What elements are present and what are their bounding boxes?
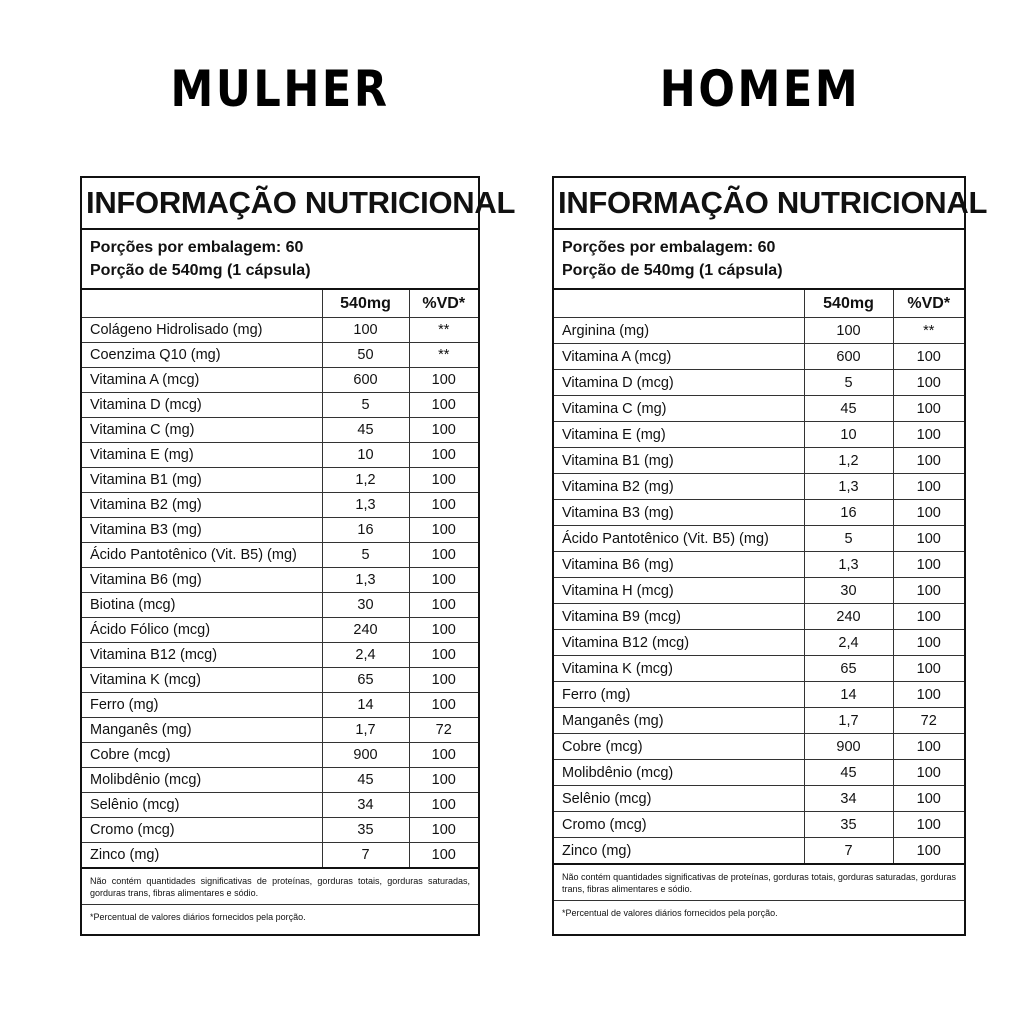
nutrient-vd: 100: [409, 793, 478, 818]
nutrient-row: [82, 668, 478, 693]
nutrient-name: Cromo (mcg): [554, 812, 804, 838]
nutrient-name: Ácido Fólico (mcg): [82, 618, 322, 643]
nutrient-row: [82, 618, 478, 643]
nutrient-vd: 100: [409, 368, 478, 393]
nutrient-amount: 5: [322, 543, 409, 568]
nutrient-name: Vitamina E (mg): [82, 443, 322, 468]
nutrient-row: [82, 468, 478, 493]
nutrient-row: [82, 693, 478, 718]
nutrient-row: [554, 318, 964, 344]
nutrient-vd: 100: [893, 448, 964, 474]
nutrient-amount: 30: [322, 593, 409, 618]
nutrient-name: Vitamina A (mcg): [554, 344, 804, 370]
nutrient-row: [82, 493, 478, 518]
nutrient-vd: 100: [409, 668, 478, 693]
nutrient-amount: 600: [804, 344, 893, 370]
table-header-row: [82, 290, 478, 318]
heading-homem: HOMEM: [659, 60, 861, 118]
nutrient-vd: **: [409, 318, 478, 343]
nutrient-vd: 72: [409, 718, 478, 743]
nutrient-row: [554, 812, 964, 838]
nutrient-vd: 100: [893, 552, 964, 578]
nutrient-row: [554, 370, 964, 396]
label-title: INFORMAÇÃO NUTRICIONAL: [554, 178, 964, 230]
nutrient-row: [554, 422, 964, 448]
nutrient-name: Vitamina B3 (mg): [82, 518, 322, 543]
nutrient-name: Vitamina B6 (mg): [82, 568, 322, 593]
nutrient-row: [554, 552, 964, 578]
nutrient-amount: 14: [804, 682, 893, 708]
nutrient-name: Vitamina B9 (mcg): [554, 604, 804, 630]
nutrient-vd: 100: [893, 604, 964, 630]
nutrient-name: Colágeno Hidrolisado (mg): [82, 318, 322, 343]
label-footnote: *Percentual de valores diários fornecidos pela porção.: [90, 912, 306, 922]
nutrient-name: Vitamina K (mcg): [82, 668, 322, 693]
nutrient-row: [554, 474, 964, 500]
label-footnote: *Percentual de valores diários fornecidos pela porção.: [562, 908, 778, 918]
nutrient-row: [554, 344, 964, 370]
nutrient-amount: 1,3: [804, 474, 893, 500]
nutrient-name: Ferro (mg): [554, 682, 804, 708]
nutrient-amount: 1,3: [804, 552, 893, 578]
nutrient-row: [554, 786, 964, 812]
nutrient-name: Biotina (mcg): [82, 593, 322, 618]
nutrition-table: [82, 290, 478, 869]
nutrient-name: Vitamina E (mg): [554, 422, 804, 448]
nutrient-row: [82, 818, 478, 843]
nutrient-amount: 7: [322, 843, 409, 869]
nutrient-amount: 35: [322, 818, 409, 843]
nutrient-amount: 14: [322, 693, 409, 718]
nutrient-name: Vitamina C (mg): [82, 418, 322, 443]
nutrient-amount: 65: [322, 668, 409, 693]
label-note: Não contém quantidades significativas de proteínas, gorduras totais, gorduras saturadas, gorduras trans, fibras alimentares e sódio.: [554, 865, 964, 901]
nutrient-vd: 100: [409, 693, 478, 718]
nutrient-row: [82, 768, 478, 793]
nutrient-amount: 1,2: [322, 468, 409, 493]
nutrient-amount: 2,4: [322, 643, 409, 668]
header-vd: %VD*: [893, 290, 964, 318]
nutrient-vd: 100: [893, 734, 964, 760]
label-note: Não contém quantidades significativas de proteínas, gorduras totais, gorduras saturadas, gorduras trans, fibras alimentares e sódio.: [82, 869, 478, 905]
nutrient-name: Selênio (mcg): [82, 793, 322, 818]
table-header-row: [554, 290, 964, 318]
nutrient-amount: 16: [804, 500, 893, 526]
nutrient-row: [82, 568, 478, 593]
nutrient-amount: 5: [322, 393, 409, 418]
nutrient-vd: 100: [893, 760, 964, 786]
nutrient-name: Cobre (mcg): [82, 743, 322, 768]
nutrient-name: Zinco (mg): [554, 838, 804, 865]
nutrient-name: Ácido Pantotênico (Vit. B5) (mg): [554, 526, 804, 552]
nutrient-amount: 7: [804, 838, 893, 865]
nutrient-vd: 100: [409, 743, 478, 768]
nutrient-amount: 5: [804, 526, 893, 552]
nutrient-amount: 5: [804, 370, 893, 396]
nutrient-vd: 100: [409, 768, 478, 793]
nutrient-amount: 600: [322, 368, 409, 393]
label-title: INFORMAÇÃO NUTRICIONAL: [82, 178, 478, 230]
nutrient-vd: 100: [893, 578, 964, 604]
nutrient-name: Ferro (mg): [82, 693, 322, 718]
nutrient-name: Vitamina B12 (mcg): [554, 630, 804, 656]
nutrient-vd: 100: [409, 443, 478, 468]
nutrient-vd: 100: [893, 344, 964, 370]
nutrient-row: [554, 604, 964, 630]
nutrient-amount: 45: [322, 418, 409, 443]
serving-size: Porção de 540mg (1 cápsula): [90, 262, 311, 279]
nutrient-vd: 100: [893, 422, 964, 448]
nutrient-row: [554, 656, 964, 682]
nutrient-row: [554, 500, 964, 526]
nutrient-row: [82, 793, 478, 818]
nutrient-name: Vitamina B12 (mcg): [82, 643, 322, 668]
nutrient-vd: 100: [893, 370, 964, 396]
nutrient-row: [82, 843, 478, 869]
nutrient-row: [554, 682, 964, 708]
serving-info: [82, 230, 478, 290]
nutrient-vd: 100: [893, 526, 964, 552]
nutrient-row: [82, 318, 478, 343]
nutrient-name: Manganês (mg): [82, 718, 322, 743]
serving-info: [554, 230, 964, 290]
nutrient-amount: 900: [804, 734, 893, 760]
nutrition-label-mulher: [80, 176, 516, 936]
nutrient-name: Vitamina B1 (mg): [82, 468, 322, 493]
nutrient-amount: 240: [804, 604, 893, 630]
nutrient-row: [82, 368, 478, 393]
nutrient-vd: 100: [893, 396, 964, 422]
nutrient-amount: 1,2: [804, 448, 893, 474]
nutrient-vd: **: [409, 343, 478, 368]
header-vd: %VD*: [409, 290, 478, 318]
nutrient-amount: 35: [804, 812, 893, 838]
nutrient-name: Vitamina B1 (mg): [554, 448, 804, 474]
nutrient-amount: 100: [322, 318, 409, 343]
nutrient-name: Selênio (mcg): [554, 786, 804, 812]
nutrient-amount: 1,3: [322, 493, 409, 518]
header-amount: 540mg: [322, 290, 409, 318]
nutrient-name: Cobre (mcg): [554, 734, 804, 760]
nutrient-vd: 100: [409, 543, 478, 568]
nutrient-vd: 100: [409, 518, 478, 543]
nutrient-vd: 100: [409, 568, 478, 593]
nutrient-row: [82, 443, 478, 468]
header-nutrient: [554, 290, 804, 318]
nutrient-amount: 34: [322, 793, 409, 818]
nutrient-vd: 100: [893, 682, 964, 708]
nutrient-vd: 100: [409, 593, 478, 618]
nutrient-amount: 900: [322, 743, 409, 768]
nutrient-row: [554, 630, 964, 656]
nutrient-row: [82, 518, 478, 543]
nutrient-vd: 100: [893, 630, 964, 656]
nutrient-amount: 2,4: [804, 630, 893, 656]
nutrient-vd: 72: [893, 708, 964, 734]
heading-mulher: MULHER: [170, 60, 390, 118]
nutrient-amount: 45: [804, 760, 893, 786]
header-amount: 540mg: [804, 290, 893, 318]
nutrient-amount: 10: [804, 422, 893, 448]
nutrient-vd: 100: [893, 474, 964, 500]
servings-per-package: Porções por embalagem: 60: [90, 239, 304, 256]
nutrient-vd: 100: [893, 786, 964, 812]
nutrient-row: [554, 448, 964, 474]
nutrient-name: Vitamina D (mcg): [82, 393, 322, 418]
nutrient-vd: 100: [893, 838, 964, 865]
nutrient-row: [82, 643, 478, 668]
nutrient-name: Manganês (mg): [554, 708, 804, 734]
nutrient-name: Vitamina B6 (mg): [554, 552, 804, 578]
nutrient-name: Coenzima Q10 (mg): [82, 343, 322, 368]
nutrient-vd: 100: [893, 656, 964, 682]
nutrient-row: [554, 578, 964, 604]
nutrient-row: [554, 734, 964, 760]
nutrient-amount: 1,7: [322, 718, 409, 743]
nutrient-vd: 100: [893, 500, 964, 526]
nutrient-name: Vitamina A (mcg): [82, 368, 322, 393]
nutrient-row: [554, 708, 964, 734]
nutrient-row: [554, 396, 964, 422]
nutrient-name: Arginina (mg): [554, 318, 804, 344]
nutrient-amount: 45: [804, 396, 893, 422]
nutrient-amount: 1,7: [804, 708, 893, 734]
nutrient-row: [82, 343, 478, 368]
nutrient-amount: 65: [804, 656, 893, 682]
nutrition-table: [554, 290, 964, 865]
nutrient-amount: 50: [322, 343, 409, 368]
nutrient-amount: 45: [322, 768, 409, 793]
nutrient-vd: 100: [409, 493, 478, 518]
nutrient-name: Vitamina K (mcg): [554, 656, 804, 682]
nutrient-vd: 100: [409, 393, 478, 418]
nutrient-amount: 30: [804, 578, 893, 604]
serving-size: Porção de 540mg (1 cápsula): [562, 262, 783, 279]
nutrient-amount: 1,3: [322, 568, 409, 593]
nutrient-row: [82, 543, 478, 568]
nutrient-row: [82, 593, 478, 618]
nutrient-name: Ácido Pantotênico (Vit. B5) (mg): [82, 543, 322, 568]
nutrient-amount: 16: [322, 518, 409, 543]
nutrient-vd: 100: [893, 812, 964, 838]
nutrient-row: [554, 760, 964, 786]
nutrient-amount: 240: [322, 618, 409, 643]
nutrient-row: [82, 743, 478, 768]
nutrient-vd: **: [893, 318, 964, 344]
nutrient-vd: 100: [409, 643, 478, 668]
nutrient-row: [82, 418, 478, 443]
nutrient-vd: 100: [409, 843, 478, 869]
nutrient-vd: 100: [409, 818, 478, 843]
nutrient-row: [554, 526, 964, 552]
nutrient-name: Molibdênio (mcg): [554, 760, 804, 786]
nutrient-row: [554, 838, 964, 865]
nutrient-vd: 100: [409, 418, 478, 443]
nutrient-name: Molibdênio (mcg): [82, 768, 322, 793]
nutrient-name: Vitamina B2 (mg): [554, 474, 804, 500]
nutrient-name: Vitamina B3 (mg): [554, 500, 804, 526]
nutrient-name: Cromo (mcg): [82, 818, 322, 843]
nutrient-row: [82, 718, 478, 743]
nutrient-name: Vitamina B2 (mg): [82, 493, 322, 518]
nutrient-row: [82, 393, 478, 418]
nutrient-amount: 34: [804, 786, 893, 812]
nutrient-name: Vitamina C (mg): [554, 396, 804, 422]
nutrient-name: Vitamina D (mcg): [554, 370, 804, 396]
nutrient-amount: 10: [322, 443, 409, 468]
nutrient-amount: 100: [804, 318, 893, 344]
nutrient-name: Zinco (mg): [82, 843, 322, 869]
header-nutrient: [82, 290, 322, 318]
nutrient-vd: 100: [409, 618, 478, 643]
nutrition-label-homem: [552, 176, 988, 936]
servings-per-package: Porções por embalagem: 60: [562, 239, 776, 256]
nutrient-vd: 100: [409, 468, 478, 493]
nutrient-name: Vitamina H (mcg): [554, 578, 804, 604]
